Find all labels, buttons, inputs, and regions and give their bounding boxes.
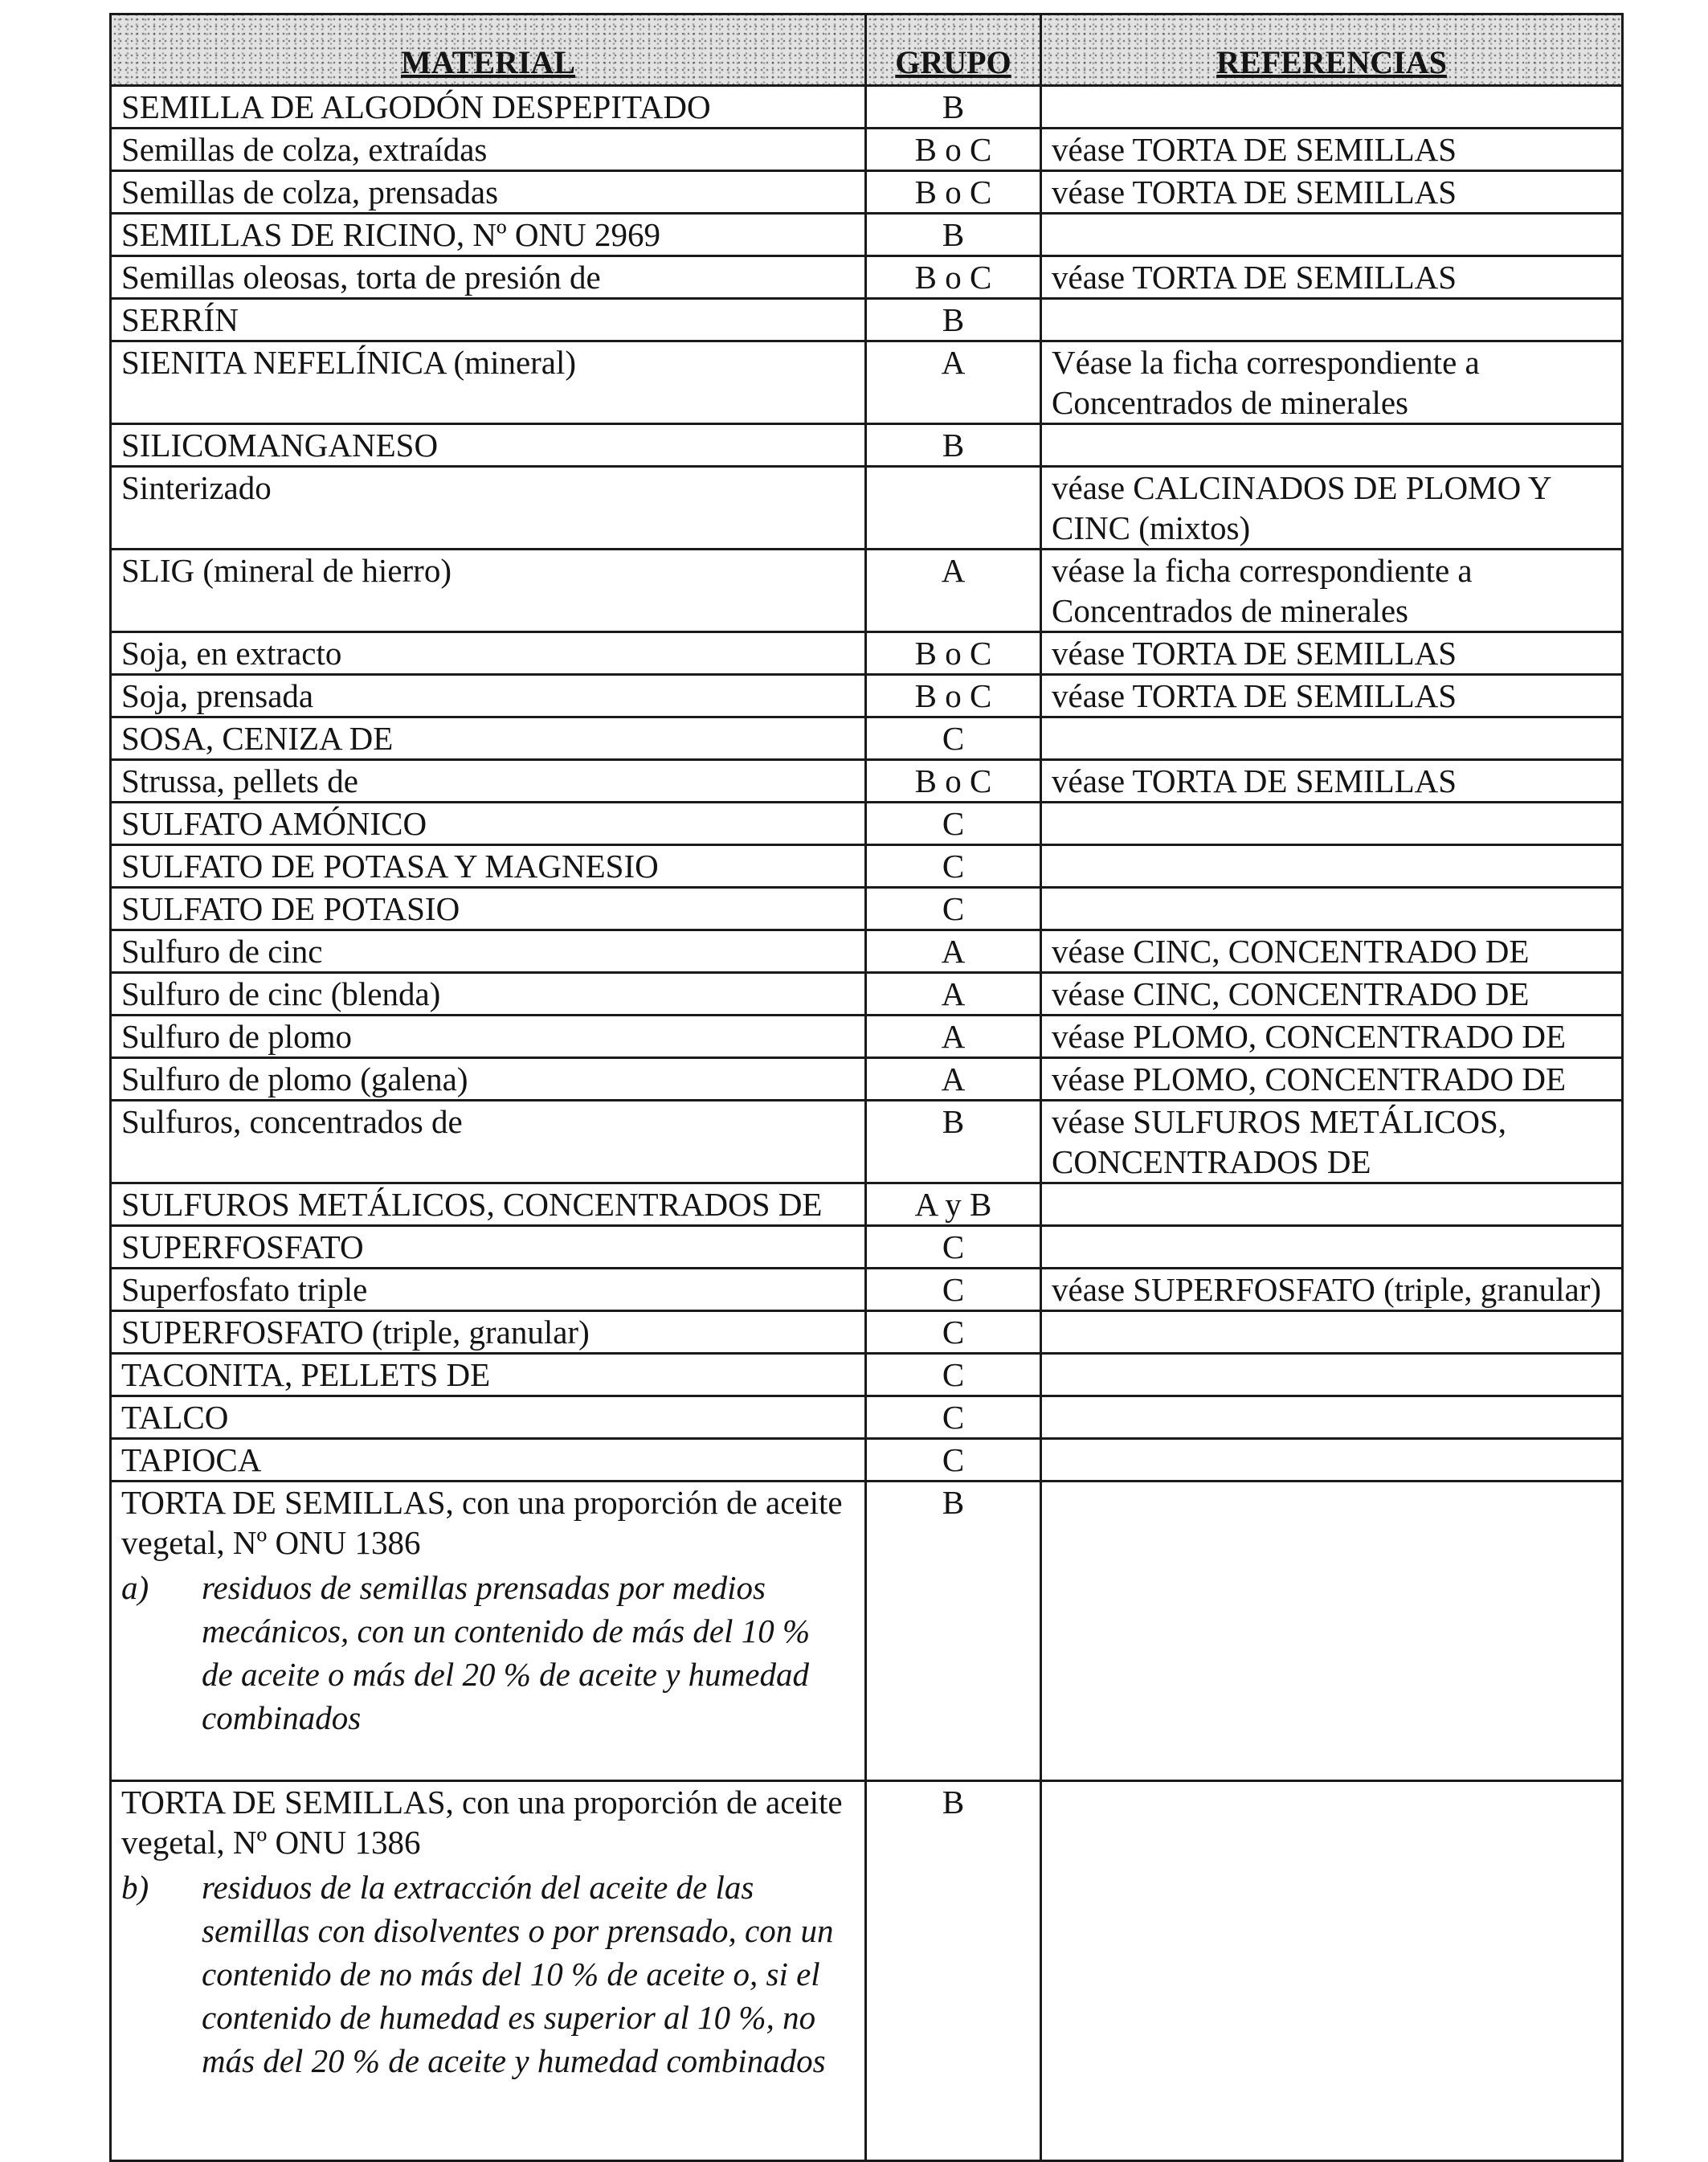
material-cell: Sulfuro de cinc (blenda) (111, 973, 866, 1016)
reference-cell (1041, 717, 1623, 760)
material-text: TORTA DE SEMILLAS, con una proporción de aceite vegetal, Nº ONU 1386 (121, 1784, 843, 1861)
reference-cell (1041, 214, 1623, 256)
material-cell: Soja, en extracto (111, 632, 866, 675)
header-row (111, 14, 1623, 86)
table-row (111, 214, 1623, 256)
table-row (111, 717, 1623, 760)
subentry-text: residuos de la extracción del aceite de las semillas con disolventes o por prensado, con un contenido de no más del 10 % de aceite o, si el contenido de humedad es superior al 10 %, no más del 20 % de aceite y humedad combinados (202, 1869, 834, 2079)
table-row (111, 1058, 1623, 1101)
header-group: GRUPO (866, 14, 1041, 86)
group-cell: C (866, 1269, 1041, 1311)
material-cell: Sulfuro de plomo (111, 1016, 866, 1058)
group-cell: B o C (866, 256, 1041, 299)
subentry-letter: a) (121, 1569, 149, 1606)
group-cell: B (866, 299, 1041, 341)
material-cell: SULFATO DE POTASA Y MAGNESIO (111, 845, 866, 888)
table-row (111, 973, 1623, 1016)
reference-cell (1041, 299, 1623, 341)
group-cell: B o C (866, 760, 1041, 803)
table-row (111, 299, 1623, 341)
subentry (121, 1866, 855, 2082)
reference-cell: Véase la ficha correspondiente a Concentrados de minerales (1041, 341, 1623, 424)
material-cell (111, 1781, 866, 2161)
group-cell: B (866, 1781, 1041, 2161)
reference-cell: véase TORTA DE SEMILLAS (1041, 632, 1623, 675)
group-cell: B o C (866, 171, 1041, 214)
group-cell: B (866, 1101, 1041, 1183)
reference-cell (1041, 1781, 1623, 2161)
group-cell: A (866, 930, 1041, 973)
group-cell: C (866, 1354, 1041, 1396)
group-cell: A (866, 1058, 1041, 1101)
material-cell: SLIG (mineral de hierro) (111, 550, 866, 632)
table-row (111, 803, 1623, 845)
reference-cell (1041, 424, 1623, 467)
table-row-seed-cake-a (111, 1482, 1623, 1781)
group-cell: C (866, 803, 1041, 845)
table-row (111, 171, 1623, 214)
reference-cell (1041, 1183, 1623, 1226)
material-cell: TACONITA, PELLETS DE (111, 1354, 866, 1396)
table-row (111, 1311, 1623, 1354)
table-row (111, 1269, 1623, 1311)
reference-cell (1041, 1226, 1623, 1269)
reference-cell: véase TORTA DE SEMILLAS (1041, 171, 1623, 214)
header-references: REFERENCIAS (1041, 14, 1623, 86)
material-cell: TAPIOCA (111, 1439, 866, 1482)
group-cell: C (866, 1311, 1041, 1354)
table-header (111, 14, 1623, 86)
reference-cell (1041, 1439, 1623, 1482)
table-row (111, 341, 1623, 424)
material-cell: Superfosfato triple (111, 1269, 866, 1311)
reference-cell: véase PLOMO, CONCENTRADO DE (1041, 1016, 1623, 1058)
group-cell: C (866, 1396, 1041, 1439)
material-cell: SEMILLAS DE RICINO, Nº ONU 2969 (111, 214, 866, 256)
group-cell: A y B (866, 1183, 1041, 1226)
material-cell: Sulfuros, concentrados de (111, 1101, 866, 1183)
material-cell: Sinterizado (111, 467, 866, 550)
group-cell: C (866, 888, 1041, 930)
group-cell: A (866, 550, 1041, 632)
group-cell: C (866, 845, 1041, 888)
subentry (121, 1566, 855, 1739)
group-cell: C (866, 1226, 1041, 1269)
group-cell: A (866, 341, 1041, 424)
material-cell: TALCO (111, 1396, 866, 1439)
group-cell: B o C (866, 675, 1041, 717)
reference-cell: véase CALCINADOS DE PLOMO Y CINC (mixtos) (1041, 467, 1623, 550)
group-cell: B (866, 86, 1041, 129)
reference-cell (1041, 888, 1623, 930)
table-row (111, 424, 1623, 467)
reference-cell: véase TORTA DE SEMILLAS (1041, 256, 1623, 299)
group-cell: B (866, 424, 1041, 467)
header-material: MATERIAL (111, 14, 866, 86)
material-cell: Soja, prensada (111, 675, 866, 717)
group-cell: A (866, 973, 1041, 1016)
table-body (111, 86, 1623, 2161)
table-row (111, 129, 1623, 171)
table-row (111, 930, 1623, 973)
material-cell: SULFATO AMÓNICO (111, 803, 866, 845)
table-row (111, 1183, 1623, 1226)
material-cell: SIENITA NEFELÍNICA (mineral) (111, 341, 866, 424)
reference-cell: véase PLOMO, CONCENTRADO DE (1041, 1058, 1623, 1101)
table-row (111, 1439, 1623, 1482)
material-cell: Semillas oleosas, torta de presión de (111, 256, 866, 299)
reference-cell: véase SULFUROS METÁLICOS, CONCENTRADOS DE (1041, 1101, 1623, 1183)
material-cell: SULFUROS METÁLICOS, CONCENTRADOS DE (111, 1183, 866, 1226)
reference-cell (1041, 1482, 1623, 1781)
material-cell: SEMILLA DE ALGODÓN DESPEPITADO (111, 86, 866, 129)
reference-cell: véase TORTA DE SEMILLAS (1041, 675, 1623, 717)
reference-cell (1041, 1311, 1623, 1354)
material-cell: SUPERFOSFATO (triple, granular) (111, 1311, 866, 1354)
group-cell: B o C (866, 129, 1041, 171)
material-text: TORTA DE SEMILLAS, con una proporción de aceite vegetal, Nº ONU 1386 (121, 1484, 843, 1561)
material-cell: Strussa, pellets de (111, 760, 866, 803)
material-cell: SUPERFOSFATO (111, 1226, 866, 1269)
table-row (111, 1016, 1623, 1058)
materials-table (109, 13, 1624, 2162)
table-row (111, 845, 1623, 888)
material-cell: SILICOMANGANESO (111, 424, 866, 467)
reference-cell: véase TORTA DE SEMILLAS (1041, 760, 1623, 803)
reference-cell: véase CINC, CONCENTRADO DE (1041, 973, 1623, 1016)
group-cell: B (866, 214, 1041, 256)
material-cell: Semillas de colza, extraídas (111, 129, 866, 171)
table-row (111, 632, 1623, 675)
material-cell: Sulfuro de plomo (galena) (111, 1058, 866, 1101)
group-cell: B (866, 1482, 1041, 1781)
table-row (111, 1396, 1623, 1439)
material-cell: Sulfuro de cinc (111, 930, 866, 973)
table-row (111, 1226, 1623, 1269)
table-row (111, 675, 1623, 717)
reference-cell (1041, 1396, 1623, 1439)
group-cell: A (866, 1016, 1041, 1058)
table-row (111, 467, 1623, 550)
table-row (111, 550, 1623, 632)
subentry-text: residuos de semillas prensadas por medios mecánicos, con un contenido de más del 10 % de aceite o más del 20 % de aceite y humedad combinados (202, 1569, 811, 1736)
table-row (111, 256, 1623, 299)
group-cell: C (866, 1439, 1041, 1482)
reference-cell: véase CINC, CONCENTRADO DE (1041, 930, 1623, 973)
subentry-letter: b) (121, 1869, 149, 1906)
table-row-seed-cake-b (111, 1781, 1623, 2161)
material-cell: Semillas de colza, prensadas (111, 171, 866, 214)
group-cell: B o C (866, 632, 1041, 675)
table-row (111, 888, 1623, 930)
table-row (111, 760, 1623, 803)
table-row (111, 86, 1623, 129)
reference-cell: véase TORTA DE SEMILLAS (1041, 129, 1623, 171)
reference-cell (1041, 86, 1623, 129)
material-cell: SOSA, CENIZA DE (111, 717, 866, 760)
reference-cell: véase SUPERFOSFATO (triple, granular) (1041, 1269, 1623, 1311)
material-cell: SULFATO DE POTASIO (111, 888, 866, 930)
table-row (111, 1354, 1623, 1396)
table-row (111, 1101, 1623, 1183)
material-cell (111, 1482, 866, 1781)
reference-cell (1041, 845, 1623, 888)
group-cell (866, 467, 1041, 550)
group-cell: C (866, 717, 1041, 760)
reference-cell: véase la ficha correspondiente a Concentrados de minerales (1041, 550, 1623, 632)
reference-cell (1041, 1354, 1623, 1396)
material-cell: SERRÍN (111, 299, 866, 341)
reference-cell (1041, 803, 1623, 845)
